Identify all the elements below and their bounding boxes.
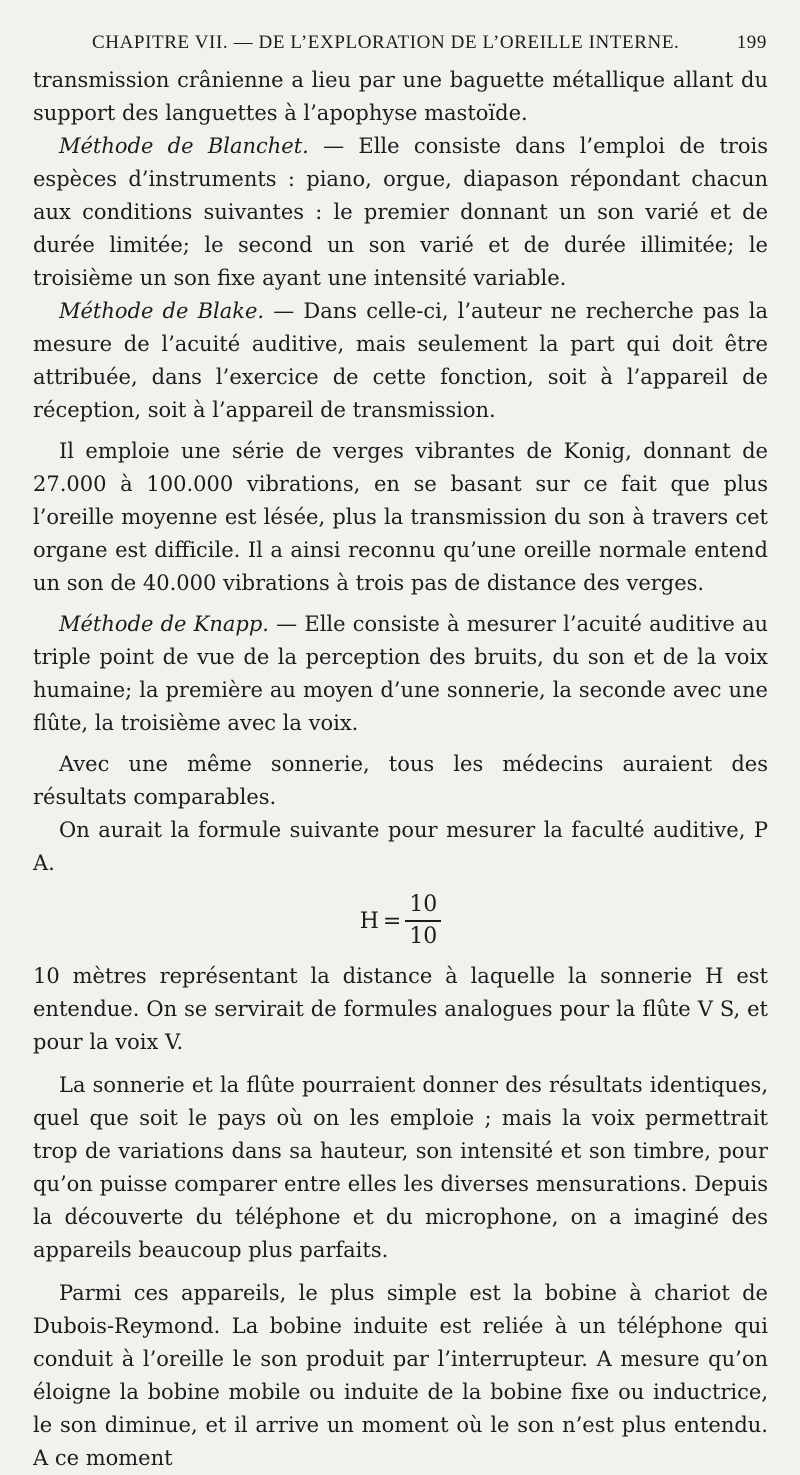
- method-title-blanchet: Méthode de Blanchet.: [59, 134, 309, 158]
- formula-equals: =: [382, 908, 402, 934]
- paragraph-text: — Elle consiste à mesurer l’acuité auditive au triple point de vue de la perception des bruits, du son et de la voix humaine; la première au moyen d’une sonnerie, la seconde avec une flûte, la troisième avec la voix.: [33, 612, 768, 735]
- page-number: 199: [736, 32, 767, 53]
- paragraph-continuation: transmission crânienne a lieu par une baguette métallique allant du support des languettes à l’apophyse mastoïde.: [33, 68, 768, 125]
- hearing-formula: [33, 884, 768, 958]
- paragraph-text: — Dans celle-ci, l’auteur ne recherche pas la mesure de l’acuité auditive, mais seulement la part qui doit être attribuée, dans l’exercice de cette fonction, soit à l’appareil de réception, soit à l’appareil de transmission.: [33, 299, 768, 422]
- paragraph-text: — Elle consiste dans l’emploi de trois espèces d’instruments : piano, orgue, diapason répondant chacun aux conditions suivantes : le premier donnant un son varié et de durée limitée; le second un son varié et de durée illimitée; le troisième un son fixe ayant une intensité variable.: [33, 134, 768, 290]
- formula-lhs: H: [359, 908, 379, 934]
- paragraph-sonnerie: Avec une même sonnerie, tous les médecins auraient des résultats comparables.: [33, 752, 768, 809]
- body-text: [33, 64, 768, 1475]
- paragraph-blake: [33, 295, 768, 427]
- paragraph-formule: On aurait la formule suivante pour mesurer la faculté auditive, P A.: [33, 818, 768, 875]
- formula-numerator: 10: [405, 892, 441, 922]
- method-title-blake: Méthode de Blake.: [59, 299, 265, 323]
- paragraph-blanchet: [33, 130, 768, 295]
- method-title-knapp: Méthode de Knapp.: [59, 612, 269, 636]
- paragraph-distance: 10 mètres représentant la distance à laquelle la sonnerie H est entendue. On se servirait de formules analogues pour la flûte V S, et pour la voix V.: [33, 964, 768, 1054]
- formula-fraction: [405, 892, 441, 950]
- paragraph-konig: Il emploie une série de verges vibrantes de Konig, donnant de 27.000 à 100.000 vibrations, en se basant sur ce fait que plus l’oreille moyenne est lésée, plus la transmission du son à travers cet organe est difficile. Il a ainsi reconnu qu’une oreille normale entend un son de 40.000 vibrations à trois pas de distance des verges.: [33, 439, 768, 595]
- paragraph-knapp: [33, 608, 768, 740]
- running-header: [92, 32, 767, 54]
- formula-denominator: 10: [409, 924, 438, 949]
- paragraph-flute: La sonnerie et la flûte pourraient donner des résultats identiques, quel que soit le pays où on les emploie ; mais la voix permettrait trop de variations dans sa hauteur, son intensité et son timbre, pour qu’on puisse comparer entre elles les diverses mensurations. Depuis la découverte du téléphone et du microphone, on a imaginé des appareils beaucoup plus parfaits.: [33, 1073, 768, 1262]
- running-title: CHAPITRE VII. — DE L’EXPLORATION DE L’OREILLE INTERNE.: [92, 32, 680, 53]
- paragraph-dubois-reymond: Parmi ces appareils, le plus simple est la bobine à chariot de Dubois-Reymond. La bobine induite est reliée à un téléphone qui conduit à l’oreille le son produit par l’interrupteur. A mesure qu’on éloigne la bobine mobile ou induite de la bobine fixe ou inductrice, le son diminue, et il arrive un moment où le son n’est plus entendu. A ce moment: [33, 1281, 768, 1470]
